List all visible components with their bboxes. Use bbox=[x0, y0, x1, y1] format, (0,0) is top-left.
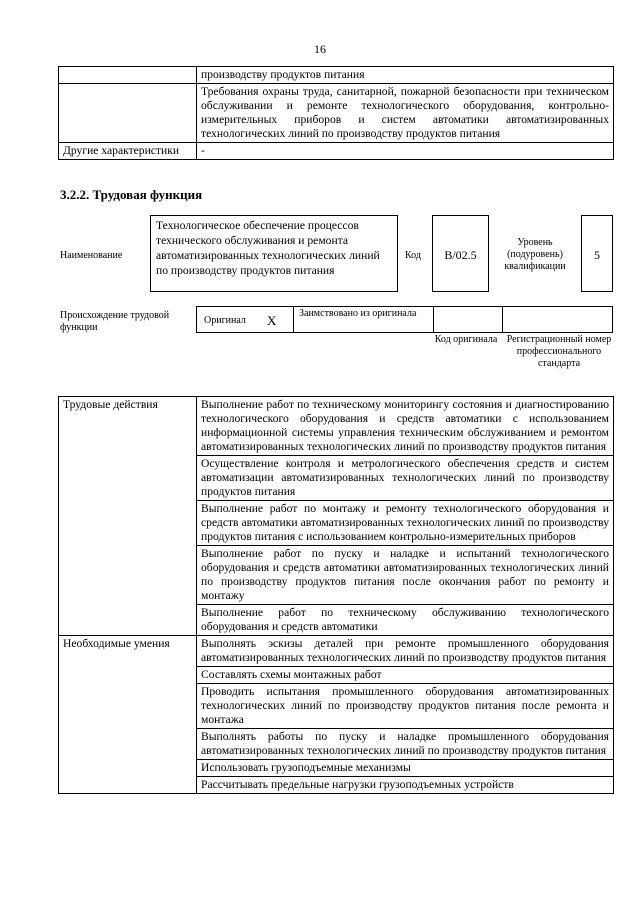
main-table bbox=[58, 396, 614, 794]
original-mark: X bbox=[267, 313, 277, 328]
skill-item: Использовать грузоподъемные механизмы bbox=[197, 760, 614, 777]
labor-action-item: Выполнение работ по пуску и наладке и испытаний технологического оборудования и средств автоматики автоматизированных технологических линий по производству продуктов питания после окончания работ по ремонту и монтажу bbox=[197, 546, 614, 605]
level-value-box: 5 bbox=[581, 215, 613, 292]
labor-action-item: Осуществление контроля и метрологического обеспечения средств и систем автоматизации автоматизированных технологических линий по производству продуктов питания bbox=[197, 456, 614, 501]
labor-action-item: Выполнение работ по техническому обслуживанию технологического оборудования и средств автоматики bbox=[197, 605, 614, 636]
origin-divider bbox=[293, 307, 294, 332]
top-table bbox=[58, 66, 614, 160]
original-label: Оригинал bbox=[204, 315, 246, 326]
other-characteristics-label: Другие характеристики bbox=[59, 143, 197, 160]
required-skills-label: Необходимые умения bbox=[59, 636, 197, 794]
code-original-caption: Код оригинала bbox=[434, 334, 498, 345]
function-code-box: B/02.5 bbox=[432, 215, 489, 292]
top-table-row2: Требования охраны труда, санитарной, пожарной безопасности при техническом обслуживании и ремонте технологического оборудования, контрольно-измерительных приборов и систем автоматики автоматизированных технологических линий по производству продуктов питания bbox=[197, 84, 614, 143]
other-characteristics-value: - bbox=[197, 143, 614, 160]
origin-divider bbox=[433, 307, 434, 332]
skill-item: Проводить испытания промышленного оборудования автоматизированных технологических линий по производству продуктов питания после ремонта и монтажа bbox=[197, 684, 614, 729]
top-table-empty-cell bbox=[59, 84, 197, 143]
page-number: 16 bbox=[314, 42, 326, 56]
top-table-row1: производству продуктов питания bbox=[197, 67, 614, 84]
registration-caption: Регистрационный номер профессионального стандарта bbox=[506, 334, 612, 369]
labor-action-item: Выполнение работ по техническому мониторингу состояния и диагностированию технологического оборудования и средств автоматики с использованием информационной системы управления техническим обслуживанием и ремонтом автоматизированных технологических линий по производству продуктов питания bbox=[197, 397, 614, 456]
labor-action-item: Выполнение работ по монтажу и ремонту технологического оборудования и средств автоматики автоматизированных технологических линий по производству продуктов питания с использованием контрольно-измерительных приборов bbox=[197, 501, 614, 546]
origin-divider bbox=[502, 307, 503, 332]
origin-box bbox=[196, 306, 613, 333]
skill-item: Составлять схемы монтажных работ bbox=[197, 667, 614, 684]
code-label: Код bbox=[405, 250, 421, 261]
section-title: 3.2.2. Трудовая функция bbox=[60, 187, 203, 202]
top-table-empty-cell bbox=[59, 67, 197, 84]
skill-item: Выполнять эскизы деталей при ремонте промышленного оборудования автоматизированных технологических линий по производству продуктов питания bbox=[197, 636, 614, 667]
skill-item: Рассчитывать предельные нагрузки грузоподъемных устройств bbox=[197, 777, 614, 794]
name-label: Наименование bbox=[60, 250, 123, 261]
origin-label: Происхождение трудовой функции bbox=[60, 310, 170, 333]
labor-actions-label: Трудовые действия bbox=[59, 397, 197, 636]
level-label: Уровень (подуровень) квалификации bbox=[504, 237, 566, 272]
skill-item: Выполнять работы по пуску и наладке промышленного оборудования автоматизированных технологических линий по производству продуктов питания bbox=[197, 729, 614, 760]
function-name-box: Технологическое обеспечение процессов технического обслуживания и ремонта автоматизированных технологических линий по производству продуктов питания bbox=[150, 215, 398, 292]
borrowed-label: Заимствовано из оригинала bbox=[299, 308, 417, 319]
